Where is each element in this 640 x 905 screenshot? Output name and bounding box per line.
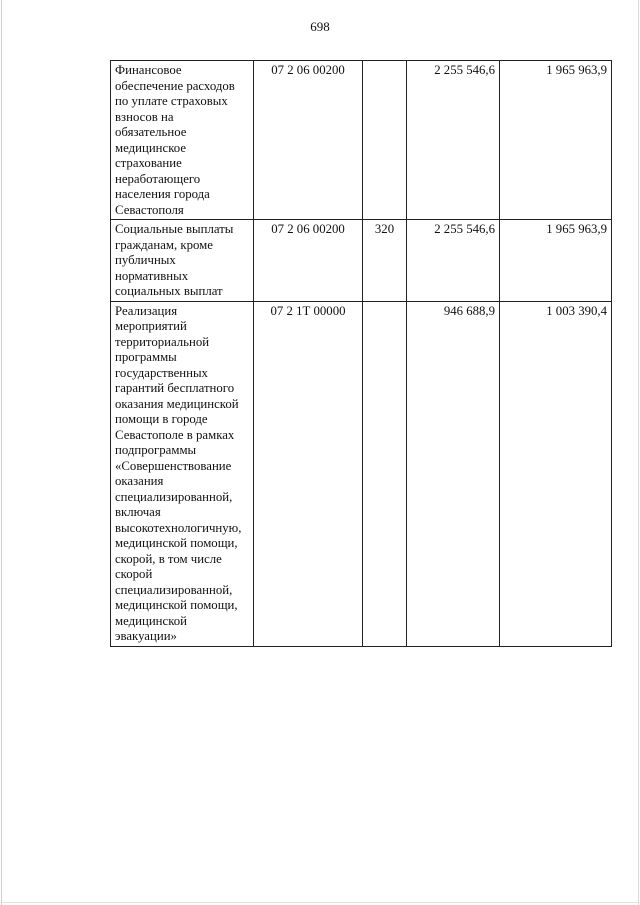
- scan-bottom-edge: [0, 902, 640, 903]
- budget-table: [110, 60, 612, 647]
- row-name-line: гарантий бесплатного: [115, 381, 235, 395]
- row-value2-cell: 1 965 963,9: [500, 220, 612, 302]
- row-name-line: скорой, в том числе: [115, 551, 222, 566]
- row-name-cell: [111, 301, 254, 646]
- row-name-line: нормативных: [115, 268, 189, 283]
- row-type-cell: [363, 301, 407, 646]
- row-name-line: обеспечение расходов: [115, 78, 235, 93]
- row-name-line: специализированной,: [115, 582, 233, 597]
- row-name-line: государственных: [115, 365, 208, 380]
- row-name-line: «Совершенствование: [115, 458, 232, 473]
- row-name-line: взносов на: [115, 109, 174, 124]
- row-name-line: населения города: [115, 187, 210, 201]
- row-name-line: помощи в городе: [115, 412, 208, 426]
- row-name-line: специализированной,: [115, 489, 233, 504]
- table-row: [111, 220, 612, 302]
- row-name-line: программы: [115, 350, 177, 364]
- table-row: [111, 301, 612, 646]
- row-name-line: медицинское: [115, 140, 186, 155]
- row-type-cell: 320: [363, 220, 407, 302]
- row-name-line: по уплате страховых: [115, 94, 228, 108]
- row-name-line: медицинской помощи,: [115, 598, 238, 612]
- row-code-cell: 07 2 06 00200: [254, 61, 363, 220]
- row-name-line: включая: [115, 505, 161, 519]
- scan-right-edge: [638, 0, 639, 905]
- row-name-line: Севастополе в рамках: [115, 427, 235, 442]
- row-name-line: страхование: [115, 156, 182, 170]
- scan-left-edge: [1, 0, 2, 905]
- row-name-cell: [111, 61, 254, 220]
- row-type-cell: [363, 61, 407, 220]
- row-name-line: Финансовое: [115, 63, 182, 77]
- page-number: 698: [310, 19, 330, 34]
- table-row: [111, 61, 612, 220]
- row-code-cell: 07 2 06 00200: [254, 220, 363, 302]
- row-value2-cell: 1 965 963,9: [500, 61, 612, 220]
- row-name-line: мероприятий: [115, 319, 187, 333]
- row-name-line: скорой: [115, 567, 153, 581]
- row-value1-cell: 2 255 546,6: [407, 61, 500, 220]
- row-value1-cell: 946 688,9: [407, 301, 500, 646]
- row-name-cell: [111, 220, 254, 302]
- row-name-line: неработающего: [115, 171, 201, 186]
- row-name-line: публичных: [115, 253, 176, 267]
- row-name-line: Реализация: [115, 303, 178, 318]
- row-value2-cell: 1 003 390,4: [500, 301, 612, 646]
- row-name-line: гражданам, кроме: [115, 237, 213, 252]
- row-name-line: оказания: [115, 474, 164, 488]
- row-name-line: медицинской: [115, 613, 188, 628]
- row-code-cell: 07 2 1Т 00000: [254, 301, 363, 646]
- row-name-line: территориальной: [115, 334, 210, 349]
- row-name-line: Севастополя: [115, 202, 184, 217]
- row-name-line: обязательное: [115, 125, 187, 139]
- row-name-line: социальных выплат: [115, 284, 223, 298]
- row-name-line: эвакуации»: [115, 629, 177, 643]
- row-name-line: Социальные выплаты: [115, 222, 234, 236]
- row-name-line: оказания медицинской: [115, 396, 239, 411]
- row-name-line: подпрограммы: [115, 443, 197, 457]
- row-value1-cell: 2 255 546,6: [407, 220, 500, 302]
- row-name-line: медицинской помощи,: [115, 536, 238, 550]
- row-name-line: высокотехнологичную,: [115, 520, 242, 535]
